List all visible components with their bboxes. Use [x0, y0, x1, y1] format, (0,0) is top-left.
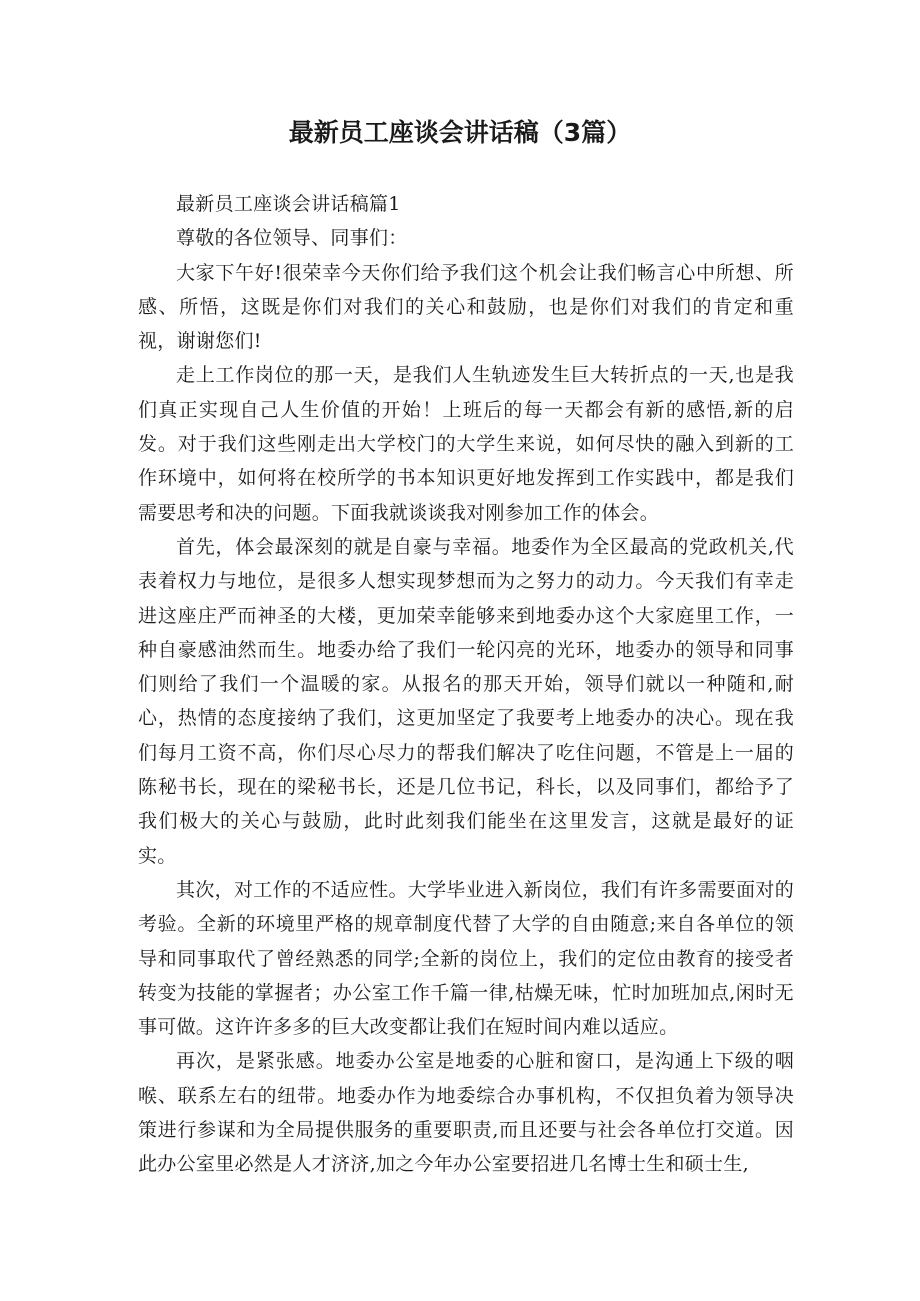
section-heading: 最新员工座谈会讲话稿篇1 [176, 193, 401, 215]
paragraph: 其次，对工作的不适应性。大学毕业进入新岗位，我们有许多需要面对的考验。全新的环境里严格的规章制度代替了大学的自由随意;来自各单位的领导和同事取代了曾经熟悉的同学;全新的岗位上，我们的定位由教育的接受者转变为技能的掌握者；办公室工作千篇一律,枯燥无味，忙时加班加点,闲时无事可做。这许许多多的巨大改变都让我们在短时间内难以适应。 [138, 878, 794, 1039]
paragraph: 走上工作岗位的那一天，是我们人生轨迹发生巨大转折点的一天,也是我们真正实现自己人生价值的开始！上班后的每一天都会有新的感悟,新的启发。对于我们这些刚走出大学校门的大学生来说，如何尽快的融入到新的工作环境中，如何将在校所学的书本知识更好地发挥到工作实践中，都是我们需要思考和决的问题。下面我就谈谈我对刚参加工作的体会。 [138, 364, 794, 524]
salutation: 尊敬的各位领导、同事们： [176, 227, 408, 250]
paragraph: 再次，是紧张感。地委办公室是地委的心脏和窗口，是沟通上下级的咽喉、联系左右的纽带。地委办作为地委综合办事机构，不仅担负着为领导决策进行参谋和为全局提供服务的重要职责,而且还要与社会各单位打交道。因此办公室里必然是人才济济,加之今年办公室要招进几名博士生和硕士生, [138, 1050, 794, 1176]
document-title: 最新员工座谈会讲话稿（3篇） [288, 118, 632, 147]
paragraph: 大家下午好!很荣幸今天你们给予我们这个机会让我们畅言心中所想、所感、所悟，这既是你们对我们的关心和鼓励，也是你们对我们的肯定和重视，谢谢您们! [138, 261, 794, 353]
document-body [138, 187, 794, 1182]
paragraph: 首先，体会最深刻的就是自豪与幸福。地委作为全区最高的党政机关,代表着权力与地位，是很多人想实现梦想而为之努力的动力。今天我们有幸走进这座庄严而神圣的大楼，更加荣幸能够来到地委办这个大家庭里工作，一种自豪感油然而生。地委办给了我们一轮闪亮的光环，地委办的领导和同事们则给了我们一个温暖的家。从报名的那天开始，领导们就以一种随和,耐心，热情的态度接纳了我们，这更加坚定了我要考上地委办的决心。现在我们每月工资不高，你们尽心尽力的帮我们解决了吃住问题，不管是上一届的陈秘书长，现在的梁秘书长，还是几位书记，科长，以及同事们，都给予了我们极大的关心与鼓励，此时此刻我们能坐在这里发言，这就是最好的证实。 [138, 535, 794, 867]
